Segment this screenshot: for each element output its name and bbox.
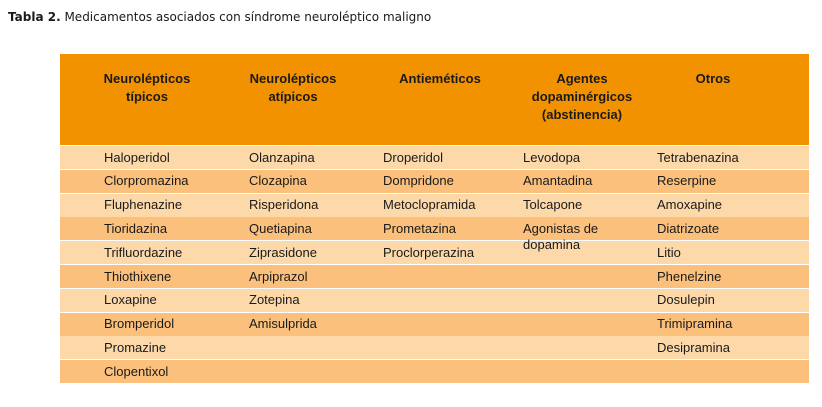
table-cell: Quetiapina	[249, 220, 312, 236]
header-line: dopaminérgicos	[531, 89, 633, 104]
table-cell: Litio	[657, 244, 681, 260]
header-neurolepticos-atipicos	[230, 70, 356, 106]
table-cell: Levodopa	[523, 149, 581, 165]
table-cell: Clorpromazina	[104, 173, 189, 189]
table-cell: Trimipramina	[657, 316, 733, 332]
table-cell: Amantadina	[523, 173, 593, 189]
header-line: Antieméticos	[399, 71, 481, 86]
table-cell: Agonistas de dopamina	[523, 220, 599, 252]
table-cell: Proclorperazina	[383, 244, 475, 260]
table-cell: Dompridone	[383, 173, 454, 189]
table-cell: Droperidol	[383, 149, 443, 165]
table-cell: Risperidona	[249, 197, 319, 213]
medications-table	[60, 54, 809, 387]
caption-label: Tabla 2.	[8, 10, 61, 24]
table-cell: Promazine	[104, 339, 167, 355]
table-cell: Clopentixol	[104, 363, 169, 379]
table-cell: Dosulepin	[657, 292, 715, 308]
header-line: Neurolépticos	[103, 71, 191, 86]
table-cell: Arpiprazol	[249, 268, 308, 284]
table-cell: Ziprasidone	[249, 244, 317, 260]
table-cell: Metoclopramida	[383, 197, 476, 213]
header-line: Otros	[695, 71, 731, 86]
header-otros	[668, 70, 758, 88]
table-cell: Diatrizoate	[657, 220, 720, 236]
table-caption	[8, 10, 431, 24]
header-line: (abstinencia)	[541, 107, 623, 122]
table-cell: Olanzapina	[249, 149, 315, 165]
table-cell: Haloperidol	[104, 149, 170, 165]
table-cell: Reserpine	[657, 173, 717, 189]
table-cell: Fluphenazine	[104, 197, 183, 213]
table-cell: Tetrabenazina	[657, 149, 739, 165]
table-header	[60, 54, 809, 145]
table-cell: Desipramina	[657, 339, 730, 355]
header-line: típicos	[126, 89, 168, 104]
table-cell: Tioridazina	[104, 220, 168, 236]
header-neurolepticos-tipicos	[84, 70, 210, 106]
table-cell: Tolcapone	[523, 197, 583, 213]
table-cell: Loxapine	[104, 292, 157, 308]
table-cell: Amoxapine	[657, 197, 723, 213]
table-cell: Zotepina	[249, 292, 300, 308]
header-line: Agentes	[556, 71, 608, 86]
table-cell: Phenelzine	[657, 268, 722, 284]
header-antiemeticos	[376, 70, 504, 88]
table-cell: Prometazina	[383, 220, 456, 236]
table-cell: Trifluordazine	[104, 244, 183, 260]
table-row	[60, 360, 809, 383]
table-cell: Bromperidol	[104, 316, 175, 332]
header-line: atípicos	[268, 89, 318, 104]
header-line: Neurolépticos	[249, 71, 337, 86]
table-cell: Clozapina	[249, 173, 307, 189]
header-agentes-dopaminergicos	[506, 70, 658, 124]
table-cell: Amisulprida	[249, 316, 317, 332]
caption-text: Medicamentos asociados con síndrome neuroléptico maligno	[64, 10, 432, 24]
table-cell: Thiothixene	[104, 268, 172, 284]
